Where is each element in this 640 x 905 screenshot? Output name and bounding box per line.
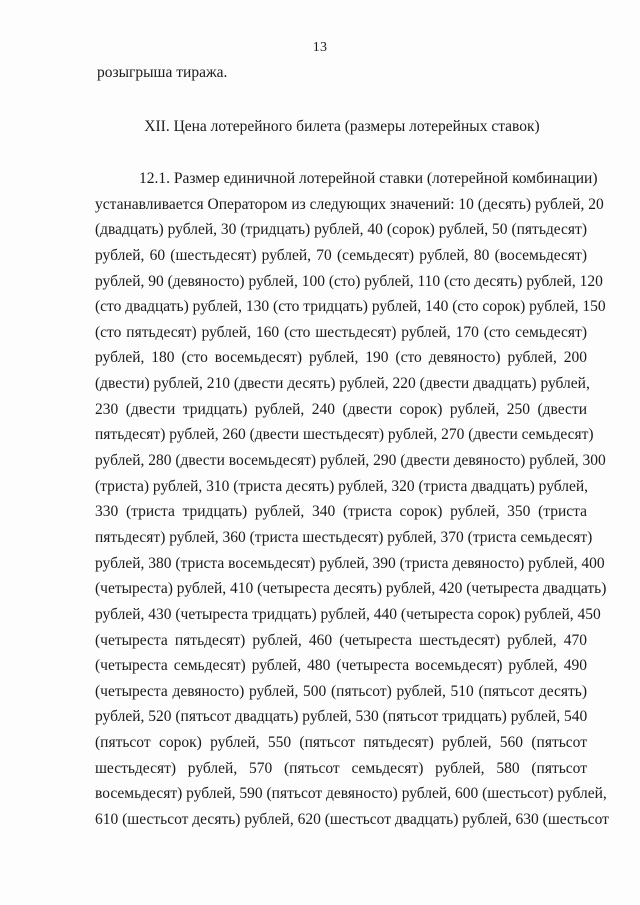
paragraph-line: пятьдесят) рублей, 260 (двести шестьдесят) рублей, 270 (двести семьдесят) — [95, 426, 594, 444]
paragraph-line: 230 (двести тридцать) рублей, 240 (двести сорок) рублей, 250 (двести — [95, 400, 587, 418]
page-number: 13 — [312, 40, 328, 55]
paragraph-line: (четыреста девяносто) рублей, 500 (пятьсот) рублей, 510 (пятьсот десять) — [95, 682, 587, 700]
paragraph-line: 610 (шестьсот десять) рублей, 620 (шестьсот двадцать) рублей, 630 (шестьсот — [95, 811, 609, 829]
paragraph-line: рублей, 520 (пятьсот двадцать) рублей, 530 (пятьсот тридцать) рублей, 540 — [95, 708, 588, 726]
paragraph-line: (сто пятьдесят) рублей, 160 (сто шестьдесят) рублей, 170 (сто семьдесят) — [95, 323, 587, 341]
paragraph-line: (двадцать) рублей, 30 (тридцать) рублей, 40 (сорок) рублей, 50 (пятьдесят) — [95, 221, 587, 239]
paragraph-line: 12.1. Размер единичной лотерейной ставки (лотерейной комбинации) — [139, 170, 598, 187]
paragraph-line: пятьдесят) рублей, 360 (триста шестьдесят) рублей, 370 (триста семьдесят) — [95, 528, 593, 546]
paragraph-line: (двести) рублей, 210 (двести десять) рублей, 220 (двести двадцать) рублей, — [95, 375, 590, 393]
paragraph-line: рублей, 90 (девяносто) рублей, 100 (сто) рублей, 110 (сто десять) рублей, 120 — [95, 272, 603, 290]
paragraph-line: рублей, 60 (шестьдесят) рублей, 70 (семьдесят) рублей, 80 (восемьдесят) — [95, 246, 587, 264]
paragraph-line: шестьдесят) рублей, 570 (пятьсот семьдесят) рублей, 580 (пятьсот — [95, 759, 587, 777]
paragraph-line: (сто двадцать) рублей, 130 (сто тридцать) рублей, 140 (сто сорок) рублей, 150 — [95, 298, 606, 316]
paragraph-line: рублей, 380 (триста восемьдесят) рублей, 390 (триста девяносто) рублей, 400 — [95, 554, 605, 572]
paragraph-line: устанавливается Оператором из следующих значений: 10 (десять) рублей, 20 — [95, 195, 604, 213]
paragraph-line: 330 (триста тридцать) рублей, 340 (триста сорок) рублей, 350 (триста — [95, 503, 587, 521]
paragraph-line: (четыреста пятьдесят) рублей, 460 (четыреста шестьдесят) рублей, 470 — [95, 631, 587, 649]
paragraph-line: (триста) рублей, 310 (триста десять) рублей, 320 (триста двадцать) рублей, — [95, 477, 589, 495]
paragraph-line: (пятьсот сорок) рублей, 550 (пятьсот пятьдесят) рублей, 560 (пятьсот — [95, 734, 587, 752]
paragraph-line: (четыреста) рублей, 410 (четыреста десять) рублей, 420 (четыреста двадцать) — [95, 580, 607, 598]
continuation-text: розыгрыша тиража. — [97, 64, 228, 81]
paragraph-line: восемьдесят) рублей, 590 (пятьсот девяносто) рублей, 600 (шестьсот) рублей, — [95, 785, 607, 803]
paragraph-12-1 — [95, 170, 609, 837]
paragraph-line: рублей, 180 (сто восемьдесят) рублей, 190 (сто девяносто) рублей, 200 — [95, 349, 587, 367]
paragraph-line: рублей, 280 (двести восемьдесят) рублей, 290 (двести девяносто) рублей, 300 — [95, 452, 606, 470]
section-heading: XII. Цена лотерейного билета (размеры лотерейных ставок) — [144, 118, 540, 135]
paragraph-line: (четыреста семьдесят) рублей, 480 (четыреста восемьдесят) рублей, 490 — [95, 657, 587, 675]
paragraph-line: рублей, 430 (четыреста тридцать) рублей, 440 (четыреста сорок) рублей, 450 — [95, 605, 601, 623]
